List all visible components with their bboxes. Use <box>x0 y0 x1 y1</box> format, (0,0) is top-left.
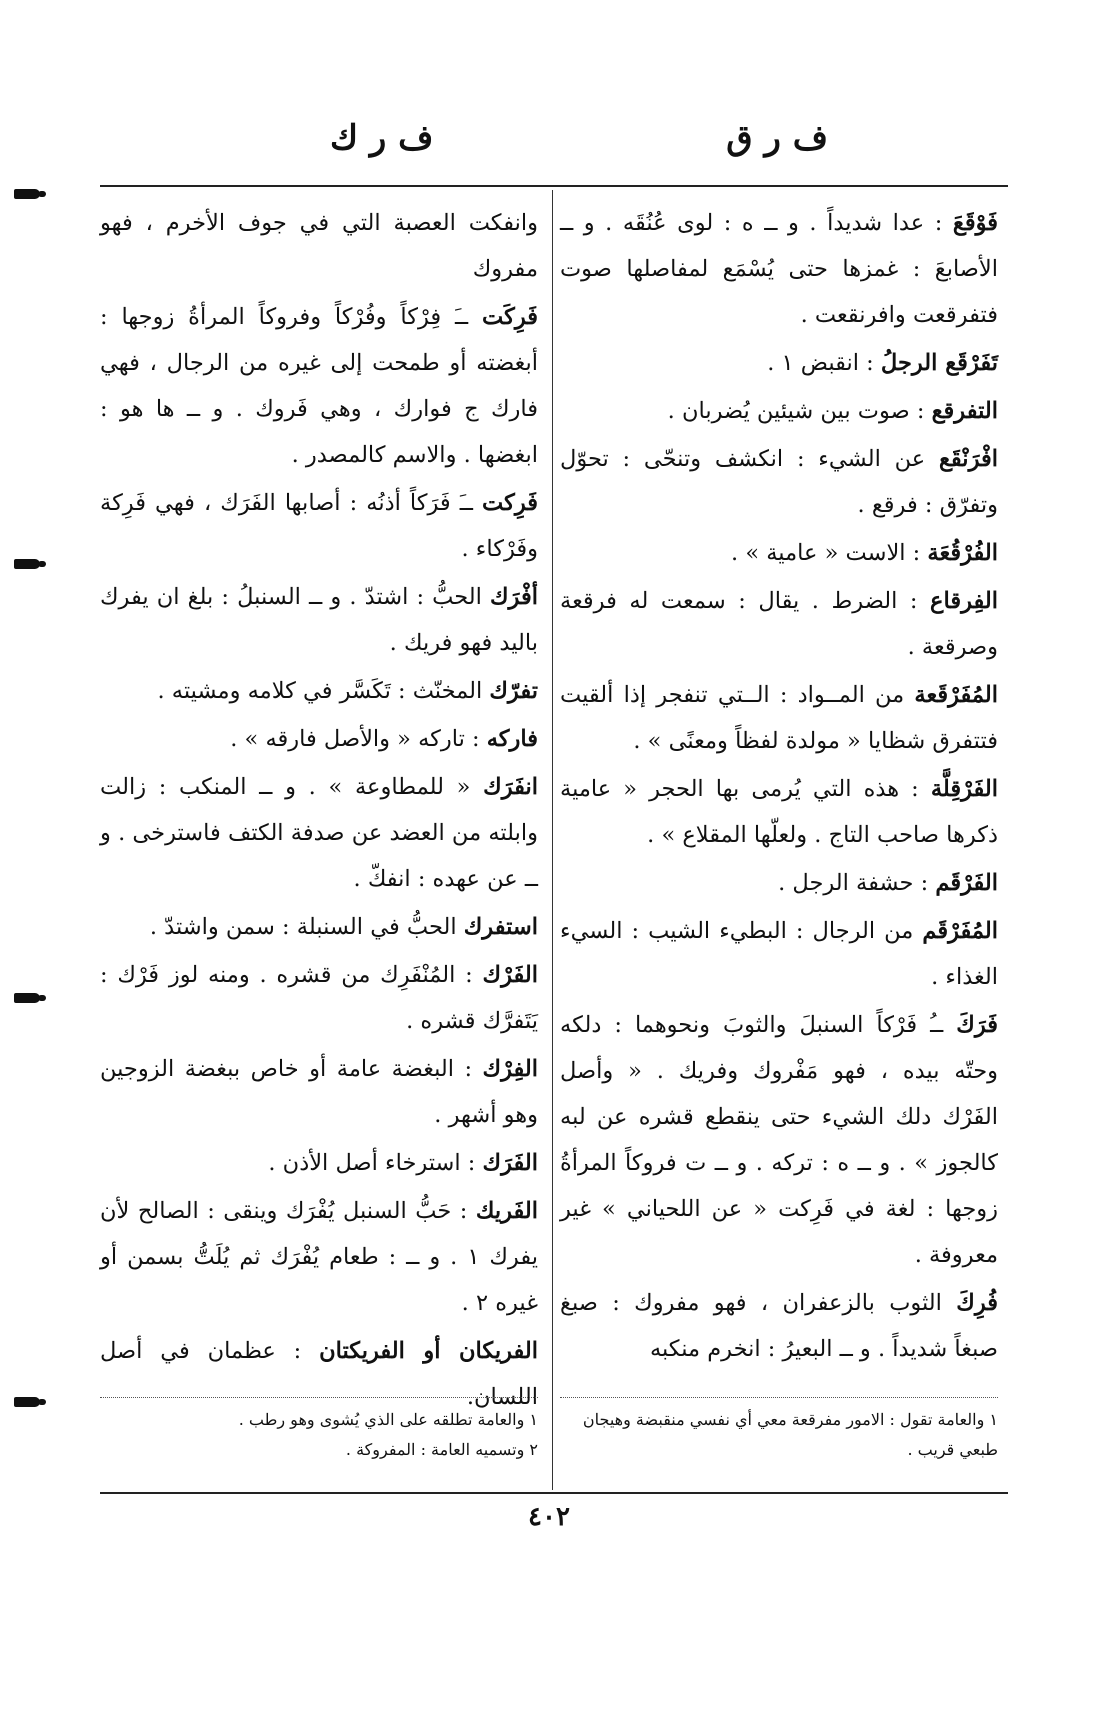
dictionary-entry <box>560 672 998 764</box>
entry-definition: : البغضة عامة أو خاص ببغضة الزوجين وهو أشهر . <box>100 1056 538 1128</box>
dictionary-entry <box>100 668 538 714</box>
entry-headword: فَرِكَت <box>482 304 538 330</box>
margin-marker <box>14 559 40 569</box>
entry-definition: : انقبض ١ . <box>767 350 874 376</box>
footnote-line: ١ والعامة تقول : الامور مفرقعة معي أي نفسي منقبضة وهيجان طبعي قريب . <box>582 1410 998 1459</box>
entry-headword: الفَرْقَم <box>935 870 998 896</box>
entry-definition: : استرخاء أصل الأذن . <box>268 1150 476 1176</box>
entry-definition: ــَ فِرْكاً وفُرْكاً وفروكاً المرأةُ زوجها : أبغضته أو طمحت إلى غيره من الرجال ، فهي فارك ج فوارك ، وهي فَروك . و ــ ها هو : ابغضها . والاسم كالمصدر . <box>100 304 538 468</box>
footnote-line: ١ والعامة تطلقه على الذي يُشوى وهو رطب . <box>238 1410 538 1429</box>
entry-headword: تفرّك <box>489 678 538 704</box>
header-rule <box>100 185 1008 187</box>
dictionary-entry <box>560 530 998 576</box>
margin-marker <box>14 1397 40 1407</box>
entry-definition: : تاركه « والأصل فارقه » . <box>230 726 480 752</box>
dictionary-entry <box>100 480 538 572</box>
entry-headword: أفْرَك <box>490 584 538 610</box>
dictionary-entry <box>100 764 538 902</box>
dictionary-entry <box>560 908 998 1000</box>
column-divider <box>552 190 553 1490</box>
entry-headword: الفِرْك <box>482 1056 538 1082</box>
page-number: ٤٠٢ <box>528 1502 570 1532</box>
entry-definition: الحبُّ في السنبلة : سمن واشتدّ . <box>149 914 457 940</box>
entry-definition: : الضرط . يقال : سمعت له فرقعة وصرقعة . <box>560 588 998 660</box>
footnotes-left <box>100 1405 538 1465</box>
entry-headword: الفَرْقِلَّة <box>930 776 998 802</box>
dictionary-entry <box>560 578 998 670</box>
running-head-left: ف ر ك <box>330 118 434 158</box>
margin-marker <box>14 189 40 199</box>
entry-definition: : هذه التي يُرمى بها الحجر « عامية ذكرها صاحب التاج . ولعلّها المقلاع » . <box>560 776 998 848</box>
dictionary-entry <box>560 860 998 906</box>
entry-headword: المُفَرْقَعة <box>914 682 999 708</box>
dictionary-entry <box>560 1280 998 1372</box>
entry-definition: المخنّث : تَكَسَّر في كلامه ومشيته . <box>157 678 483 704</box>
footer-rule <box>100 1492 1008 1494</box>
margin-marker <box>14 993 40 1003</box>
dictionary-entry <box>100 904 538 950</box>
dictionary-entry <box>100 574 538 666</box>
entry-definition: : عظمان في أصل اللسان. <box>100 1338 538 1410</box>
entry-headword: فُرِكَ <box>956 1290 998 1316</box>
entry-definition: : عدا شديداً . و ــ ه : لوى عُنُقَه . و ــ الأصابعَ : غمزها حتى يُسْمَع لمفاصلها صوت فتفرقعت وافرنقعت . <box>560 210 998 328</box>
dictionary-entry <box>560 388 998 434</box>
running-head-right: ف ر ق <box>726 118 828 158</box>
entry-headword: فَرِكت <box>482 490 538 516</box>
entry-headword: افْرَنْقَع <box>938 446 998 472</box>
dictionary-entry <box>100 1140 538 1186</box>
dictionary-entry <box>100 1046 538 1138</box>
footnote-rule-right <box>560 1397 998 1398</box>
entry-headword: الفَرَك <box>482 1150 538 1176</box>
entry-definition: : المُنْفَرِك من قشره . ومنه لوز فَرْك : يَتَفرَّك قشره . <box>100 962 538 1034</box>
entry-headword: الفَريك <box>475 1198 539 1224</box>
footnote-line: ٢ وتسميه العامة : المفروكة . <box>345 1440 538 1459</box>
entry-headword: تَفَرْقَع الرجلُ <box>880 350 998 376</box>
dictionary-entry <box>100 1188 538 1326</box>
footnotes-right <box>560 1405 998 1465</box>
entry-definition: من المــواد : الــتي تنفجر إذا ألقيت فتتفرق شظايا « مولدة لفظاً ومعنًى » . <box>560 682 998 754</box>
right-column <box>560 200 998 1374</box>
dictionary-entry <box>560 766 998 858</box>
dictionary-entry <box>560 200 998 338</box>
dictionary-entry <box>560 436 998 528</box>
entry-definition: الحبُّ : اشتدّ . و ــ السنبلُ : بلغ ان يفرك باليد فهو فريك . <box>100 584 538 656</box>
entry-definition: « للمطاوعة » . و ــ المنكب : زالت وابلته من العضد عن صدفة الكتف فاسترخى . و ــ عن عهده : انفكّ . <box>100 774 538 892</box>
entry-headword: الفِرقاع <box>930 588 998 614</box>
dictionary-entry <box>560 340 998 386</box>
entry-headword: التفرقع <box>931 398 998 424</box>
entry-definition: وانفكت العصبة التي في جوف الأخرم ، فهو مفروك <box>100 210 538 282</box>
entry-definition: : الاست « عامية » . <box>731 540 921 566</box>
entry-headword: الفريكان أو الفريكتان <box>319 1338 539 1364</box>
entry-definition: : صوت بين شيئين يُضربان . <box>667 398 925 424</box>
entry-definition: : حشفة الرجل . <box>778 870 929 896</box>
dictionary-entry <box>100 294 538 478</box>
left-column <box>100 200 538 1422</box>
entry-definition: : حَبُّ السنبل يُفْرَك وينقى : الصالح لأن يفرك ١ . و ــ : طعام يُفْرَك ثم يُلَتُّ بسمن أو غيره ٢ . <box>100 1198 538 1316</box>
entry-definition: الثوب بالزعفران ، فهو مفروك : صبغ صبغاً شديداً . و ــ البعيرُ : انخرم منكبه <box>560 1290 998 1362</box>
entry-definition: ــَ فَرَكاً أذنُه : أصابها الفَرَك ، فهي فَرِكة وفَرْكاء . <box>100 490 538 562</box>
entry-definition: من الرجال : البطيء الشيب : السيء الغذاء . <box>560 918 998 990</box>
dictionary-entry <box>100 200 538 292</box>
entry-headword: الفُرْقُعَة <box>927 540 998 566</box>
entry-headword: فَوْقَعَ <box>952 210 998 236</box>
entry-headword: استفرك <box>463 914 538 940</box>
dictionary-entry <box>560 1002 998 1278</box>
entry-headword: فَرَكَ <box>956 1012 998 1038</box>
dictionary-entry <box>100 952 538 1044</box>
entry-headword: المُفَرْقَم <box>922 918 998 944</box>
entry-definition: ــُ فَرْكاً السنبلَ والثوبَ ونحوهما : دلكه وحتّه بيده ، فهو مَفْروك وفريك . « وأصل الفَرْك دلك الشيء حتى ينقطع قشره عن لبه كالجوز » . و ــ ه : تركه . و ــ ت فروكاً المرأةُ زوجها : لغة في فَرِكت « عن اللحياني » غير معروفة . <box>560 1012 998 1268</box>
footnote-rule-left <box>100 1397 538 1398</box>
dictionary-entry <box>100 716 538 762</box>
entry-definition: عن الشيء : انكشف وتنحّى : تحوّل وتفرّق : فرقع . <box>560 446 998 518</box>
entry-headword: الفَرْك <box>482 962 538 988</box>
page-header <box>100 118 1008 178</box>
entry-headword: فاركه <box>486 726 538 752</box>
entry-headword: انفَرَك <box>483 774 539 800</box>
